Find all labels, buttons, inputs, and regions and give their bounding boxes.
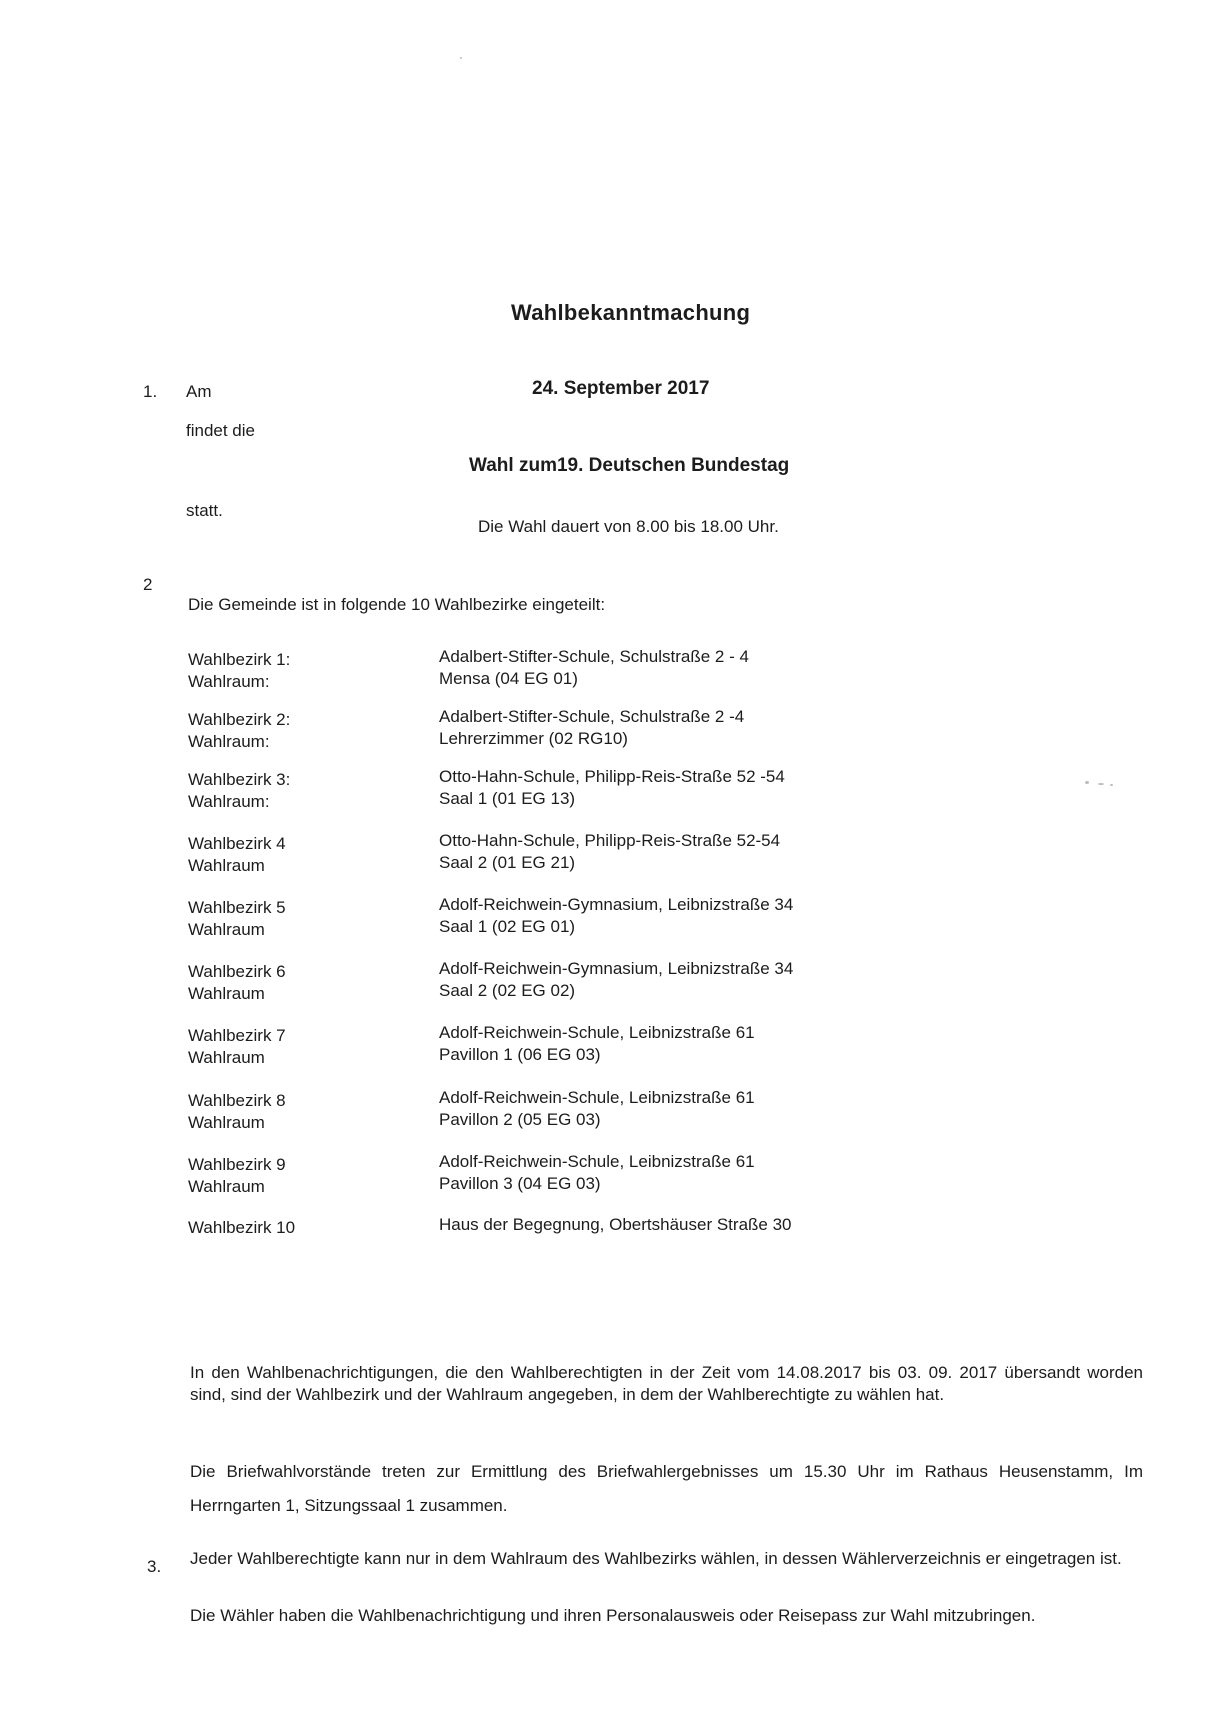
district-label: Wahlbezirk 8 (188, 1091, 286, 1110)
id-requirement-paragraph: Die Wähler haben die Wahlbenachrichtigung und ihren Personalausweis oder Reisepass zur Wahl mitzubringen. (190, 1606, 1036, 1625)
am-label: Am (186, 382, 212, 401)
page-title: Wahlbekanntmachung (511, 300, 751, 325)
section-3-number: 3. (147, 1557, 162, 1576)
district-room: Saal 2 (02 EG 02) (439, 981, 576, 1000)
district-room: Mensa (04 EG 01) (439, 669, 578, 688)
scan-speck (1098, 783, 1104, 785)
section-2-number: 2 (143, 575, 153, 594)
district-label: Wahlbezirk 4 (188, 834, 286, 853)
district-room: Saal 1 (02 EG 01) (439, 917, 576, 936)
district-location: Adolf-Reichwein-Gymnasium, Leibnizstraße 34 (439, 895, 794, 914)
district-label: Wahlbezirk 2: (188, 710, 291, 729)
room-label: Wahlraum (188, 1113, 265, 1132)
notification-paragraph: In den Wahlbenachrichtigungen, die den Wahlberechtigten in der Zeit vom 14.08.2017 bis 03. 09. 2017 übersandt worden sind, sind der Wahlbezirk und der Wahlraum angegeben, in dem der Wahlberechtigte zu wählen hat. (190, 1363, 1143, 1404)
voting-rule-paragraph: Jeder Wahlberechtigte kann nur in dem Wahlraum des Wahlbezirks wählen, in dessen Wählerverzeichnis er eingetragen ist. (190, 1549, 1122, 1568)
district-location: Adalbert-Stifter-Schule, Schulstraße 2 - 4 (439, 647, 749, 666)
district-location: Adalbert-Stifter-Schule, Schulstraße 2 -4 (439, 707, 745, 726)
scan-speck (1110, 784, 1113, 786)
district-room: Pavillon 2 (05 EG 03) (439, 1110, 601, 1129)
district-location: Otto-Hahn-Schule, Philipp-Reis-Straße 52-54 (439, 831, 781, 850)
room-label: Wahlraum (188, 856, 265, 875)
scan-speck (1085, 781, 1089, 784)
election-name: Wahl zum19. Deutschen Bundestag (469, 455, 790, 476)
district-room: Pavillon 1 (06 EG 03) (439, 1045, 601, 1064)
district-location: Haus der Begegnung, Obertshäuser Straße 30 (439, 1215, 792, 1234)
room-label: Wahlraum (188, 920, 265, 939)
room-label: Wahlraum (188, 1177, 265, 1196)
district-room: Saal 1 (01 EG 13) (439, 789, 576, 808)
district-label: Wahlbezirk 5 (188, 898, 286, 917)
district-room: Saal 2 (01 EG 21) (439, 853, 576, 872)
room-label: Wahlraum: (188, 792, 270, 811)
room-label: Wahlraum (188, 984, 265, 1003)
postal-vote-paragraph: Die Briefwahlvorstände treten zur Ermittlung des Briefwahlergebnisses um 15.30 Uhr im Rathaus Heusenstamm, Im Herrngarten 1, Sitzungssaal 1 zusammen. (190, 1462, 1143, 1515)
section-1-number: 1. (143, 382, 158, 401)
room-label: Wahlraum (188, 1048, 265, 1067)
district-label: Wahlbezirk 10 (188, 1218, 296, 1237)
district-label: Wahlbezirk 6 (188, 962, 286, 981)
district-location: Otto-Hahn-Schule, Philipp-Reis-Straße 52 -54 (439, 767, 785, 786)
scan-speck (460, 57, 462, 59)
district-location: Adolf-Reichwein-Gymnasium, Leibnizstraße 34 (439, 959, 794, 978)
district-location: Adolf-Reichwein-Schule, Leibnizstraße 61 (439, 1023, 755, 1042)
election-duration: Die Wahl dauert von 8.00 bis 18.00 Uhr. (478, 517, 779, 536)
district-label: Wahlbezirk 9 (188, 1155, 286, 1174)
room-label: Wahlraum: (188, 732, 270, 751)
district-label: Wahlbezirk 3: (188, 770, 291, 789)
statt-label: statt. (186, 501, 223, 520)
districts-intro: Die Gemeinde ist in folgende 10 Wahlbezirke eingeteilt: (188, 595, 606, 614)
district-location: Adolf-Reichwein-Schule, Leibnizstraße 61 (439, 1152, 755, 1171)
district-room: Lehrerzimmer (02 RG10) (439, 729, 628, 748)
findet-label: findet die (186, 421, 255, 440)
room-label: Wahlraum: (188, 672, 270, 691)
district-label: Wahlbezirk 7 (188, 1026, 286, 1045)
district-room: Pavillon 3 (04 EG 03) (439, 1174, 601, 1193)
district-label: Wahlbezirk 1: (188, 650, 291, 669)
election-date: 24. September 2017 (532, 378, 710, 399)
district-location: Adolf-Reichwein-Schule, Leibnizstraße 61 (439, 1088, 755, 1107)
